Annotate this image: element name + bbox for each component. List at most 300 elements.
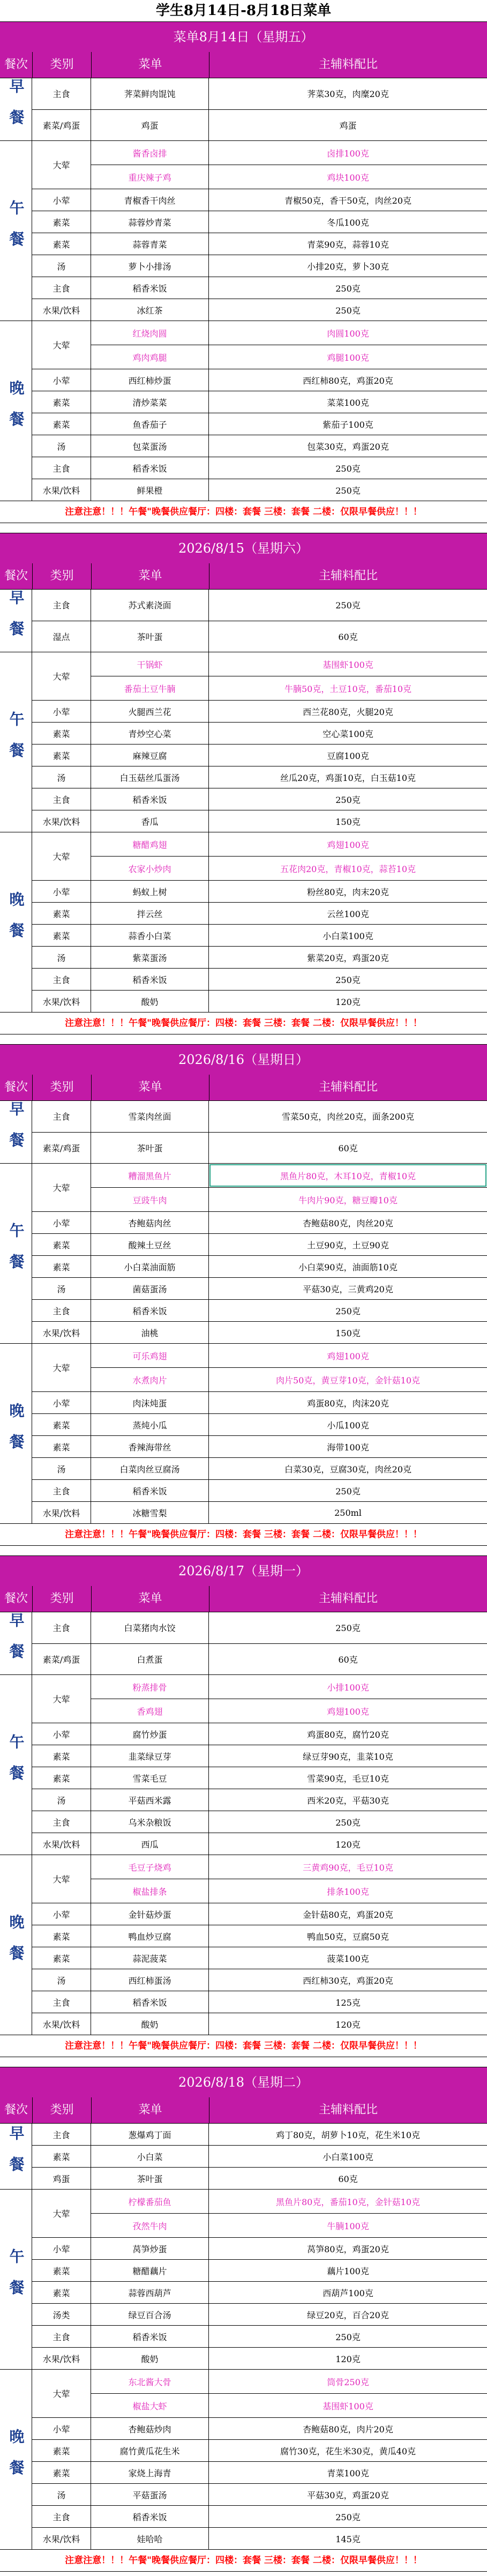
canteen-notice: 注意注意！！！午餐"晚餐供应餐厅：四楼：套餐 三楼：套餐 二楼：仅限早餐供应！！！ [0, 2035, 487, 2057]
category-cell: 素菜 [32, 1925, 91, 1947]
ingredients-cell: 250克 [335, 794, 361, 805]
page-title: 学生8月14日-8月18日菜单 [0, 0, 487, 21]
breakfast-rows [32, 590, 487, 652]
header-dish: 菜单 [91, 1586, 209, 1612]
dish-cell: 酸奶 [91, 2013, 209, 2035]
dish-cell: 腐竹黄瓜花生米 [91, 2440, 209, 2461]
dish-cell: 杏鲍菇肉丝 [91, 1212, 209, 1233]
menu-row [91, 1188, 487, 1211]
big-meat-group [32, 2370, 487, 2418]
day-gap [0, 1546, 487, 1555]
dish-cell: 稻香米饭 [91, 457, 209, 479]
category-cell: 水果/饮料 [32, 1833, 91, 1855]
ingredients-cell: 小白菜100克 [323, 2151, 373, 2162]
dish-cell: 酸辣土豆丝 [91, 1234, 209, 1255]
big-meat-group [32, 832, 487, 881]
menu-row [91, 832, 487, 857]
dish-cell: 荠菜鲜肉馄饨 [91, 78, 209, 109]
big-meat-items [91, 321, 487, 369]
ingredients-cell: 土豆90克，土豆90克 [307, 1240, 389, 1250]
dish-cell: 小白菜 [91, 2146, 209, 2167]
menu-row [32, 1212, 487, 1234]
category-cell: 汤 [32, 1969, 91, 1991]
category-cell: 小荤 [32, 2238, 91, 2259]
big-meat-group [32, 1164, 487, 1212]
lunch-block [0, 1674, 487, 1855]
dish-cell: 莴笋炒蛋 [91, 2238, 209, 2259]
ingredients-cell: 60克 [338, 631, 358, 642]
ingredients-cell: 鸭血50克，豆腐50克 [307, 1931, 389, 1942]
category-cell: 大荤 [32, 2190, 91, 2237]
lunch-rows [32, 652, 487, 832]
ingredients-cell: 肉片50克，黄豆芽10克，金针菇10克 [275, 1375, 421, 1386]
ingredients-cell: 西米20克，平菇30克 [307, 1795, 389, 1806]
breakfast-block [0, 2123, 487, 2189]
menu-row [32, 991, 487, 1012]
dish-cell: 白菜猪肉水饺 [91, 1612, 209, 1643]
dish-cell: 油桃 [91, 1322, 209, 1343]
lunch-rows [32, 141, 487, 321]
category-cell: 素菜 [32, 233, 91, 255]
category-cell: 主食 [32, 78, 91, 109]
ingredients-cell: 云丝100克 [327, 909, 369, 919]
ingredients-cell: 西葫芦100克 [323, 2288, 373, 2298]
ingredients-cell: 绿豆芽90克，韭菜10克 [303, 1751, 393, 1762]
day-gap [0, 1034, 487, 1044]
day-section [0, 21, 487, 523]
ingredients-cell: 小瓜100克 [327, 1420, 369, 1431]
category-cell: 大荤 [32, 1164, 91, 1211]
category-cell: 主食 [32, 788, 91, 810]
ingredients-cell: 250克 [335, 2332, 361, 2342]
menu-row [32, 1767, 487, 1789]
category-cell: 湿点 [32, 621, 91, 652]
dinner-rows [32, 2370, 487, 2549]
meal-label-breakfast: 早餐 [0, 2124, 32, 2189]
ingredients-cell: 基围虾100克 [323, 2401, 373, 2411]
menu-row [32, 925, 487, 947]
category-cell: 主食 [32, 969, 91, 990]
menu-row [32, 766, 487, 788]
dish-cell: 白煮蛋 [91, 1644, 209, 1675]
big-meat-items [91, 832, 487, 880]
category-cell: 素菜 [32, 925, 91, 946]
menu-row [32, 457, 487, 479]
category-cell: 小荤 [32, 701, 91, 722]
dish-cell: 番茄土豆牛腩 [91, 676, 209, 700]
ingredients-cell: 平菇30克，鸡蛋20克 [307, 2490, 389, 2500]
ingredients-cell: 鸡翅100克 [327, 839, 369, 850]
category-cell: 大荤 [32, 832, 91, 880]
ingredients-cell: 莴笋80克，鸡蛋20克 [307, 2244, 389, 2254]
meal-label-lunch: 午餐 [0, 1675, 32, 1855]
dish-cell: 重庆辣子鸡 [91, 165, 209, 189]
menu-row [32, 1256, 487, 1278]
ingredients-cell: 250克 [335, 1817, 361, 1828]
day-section [0, 1555, 487, 2057]
dish-cell: 糖醋鸡翅 [91, 832, 209, 856]
breakfast-rows [32, 1612, 487, 1674]
header-ingredients: 主辅料配比 [209, 1075, 487, 1100]
menu-row [32, 881, 487, 903]
dinner-block [0, 1855, 487, 2035]
dish-cell: 蚂蚁上树 [91, 881, 209, 902]
day-section [0, 533, 487, 1034]
menu-row [32, 1133, 487, 1164]
category-cell: 汤 [32, 435, 91, 457]
category-cell: 素菜 [32, 1947, 91, 1969]
ingredients-cell: 250克 [335, 463, 361, 474]
dish-cell: 金针菇炒蛋 [91, 1903, 209, 1925]
big-meat-items [91, 141, 487, 189]
dish-cell: 红烧肉圆 [91, 321, 209, 345]
ingredients-cell: 腐竹30克，花生米30克，黄瓜40克 [280, 2446, 416, 2456]
lunch-block [0, 140, 487, 321]
category-cell: 素菜 [32, 2282, 91, 2303]
dish-cell: 香瓜 [91, 810, 209, 832]
menu-row [91, 1879, 487, 1903]
ingredients-cell: 250克 [335, 283, 361, 294]
dish-cell: 拌云丝 [91, 903, 209, 924]
ingredients-cell: 鸡蛋 [339, 120, 357, 131]
dish-cell: 青椒香干肉丝 [91, 189, 209, 211]
day-heading: 2026/8/15（星期六） [0, 533, 487, 563]
dish-cell: 蒜蓉青菜 [91, 233, 209, 255]
header-dish: 菜单 [91, 52, 209, 78]
ingredients-cell: 雪菜90克，毛豆10克 [307, 1773, 389, 1784]
menu-row [91, 2370, 487, 2394]
day-gap [0, 523, 487, 533]
category-cell: 汤 [32, 947, 91, 968]
lunch-rows [32, 2190, 487, 2369]
category-cell: 小荤 [32, 1212, 91, 1233]
header-ingredients: 主辅料配比 [209, 1586, 487, 1612]
category-cell: 大荤 [32, 652, 91, 700]
dish-cell: 菌菇蛋汤 [91, 1278, 209, 1299]
category-cell: 鸡蛋 [32, 2168, 91, 2189]
meal-label-dinner: 晚餐 [0, 1344, 32, 1523]
menu-row [32, 1414, 487, 1436]
menu-row [32, 1903, 487, 1925]
dish-cell: 紫菜蛋汤 [91, 947, 209, 968]
dish-cell: 麻辣豆腐 [91, 744, 209, 766]
category-cell: 主食 [32, 2506, 91, 2527]
menu-row [32, 1392, 487, 1414]
dish-cell: 乌米杂粮饭 [91, 1811, 209, 1833]
dish-cell: 茶叶蛋 [91, 1133, 209, 1164]
big-meat-group [32, 321, 487, 369]
category-cell: 素菜 [32, 413, 91, 435]
menu-row [32, 1436, 487, 1458]
ingredients-cell: 鸡丁80克，胡萝卜10克，花生米10克 [275, 2130, 421, 2140]
dish-cell: 火腿西兰花 [91, 701, 209, 722]
ingredients-cell: 丝瓜20克，鸡蛋10克，白玉菇10克 [280, 772, 416, 783]
menu-row [91, 1368, 487, 1391]
dish-cell: 肉沫炖蛋 [91, 1392, 209, 1413]
dish-cell: 白玉菇丝瓜蛋汤 [91, 766, 209, 788]
header-ingredients: 主辅料配比 [209, 52, 487, 78]
ingredients-cell: 60克 [338, 2173, 358, 2184]
category-cell: 主食 [32, 2326, 91, 2347]
menu-row [32, 2326, 487, 2348]
menu-row [91, 321, 487, 345]
category-cell: 汤 [32, 1278, 91, 1299]
menu-row [32, 479, 487, 501]
ingredients-cell: 125克 [335, 1997, 361, 2008]
menu-row [32, 1991, 487, 2013]
meal-label-dinner: 晚餐 [0, 321, 32, 501]
category-cell: 大荤 [32, 2370, 91, 2417]
menu-row [91, 2190, 487, 2214]
column-header [0, 563, 487, 589]
ingredients-cell: 250克 [335, 485, 361, 496]
ingredients-cell: 120克 [335, 2019, 361, 2030]
dish-cell: 包菜蛋汤 [91, 435, 209, 457]
menu-row [91, 345, 487, 369]
category-cell: 小荤 [32, 1723, 91, 1745]
dish-cell: 可乐鸡翅 [91, 1344, 209, 1367]
ingredients-cell: 120克 [335, 1839, 361, 1850]
category-cell: 水果/饮料 [32, 2013, 91, 2035]
menu-row [32, 2146, 487, 2168]
category-cell: 汤 [32, 1458, 91, 1479]
category-cell: 水果/饮料 [32, 299, 91, 321]
ingredients-cell: 金针菇80克，鸡蛋20克 [303, 1909, 393, 1920]
category-cell: 素菜 [32, 1767, 91, 1789]
ingredients-cell: 小排20克，萝卜30克 [307, 261, 389, 272]
category-cell: 素菜 [32, 211, 91, 233]
dish-cell: 水煮肉片 [91, 1368, 209, 1391]
menu-row [32, 810, 487, 832]
menu-row [32, 1278, 487, 1300]
menu-row [91, 141, 487, 165]
dish-cell: 冰红茶 [91, 299, 209, 321]
menu-row [91, 1675, 487, 1699]
dish-cell: 蒜香小白菜 [91, 925, 209, 946]
category-cell: 主食 [32, 1991, 91, 2013]
category-cell: 素菜 [32, 2440, 91, 2461]
header-meal: 餐次 [4, 569, 28, 583]
menu-row [32, 2260, 487, 2282]
menu-row [32, 2304, 487, 2326]
day-heading: 菜单8月14日（星期五） [0, 21, 487, 52]
menu-row [32, 2418, 487, 2440]
category-cell: 大荤 [32, 1855, 91, 1903]
category-cell: 水果/饮料 [32, 1322, 91, 1343]
menu-row [32, 1322, 487, 1343]
meal-label-breakfast: 早餐 [0, 1101, 32, 1163]
menu-row [32, 947, 487, 969]
ingredients-cell: 冬瓜100克 [327, 217, 369, 228]
menu-row [91, 1699, 487, 1723]
dish-cell: 稻香米饭 [91, 277, 209, 299]
meal-label-breakfast: 早餐 [0, 590, 32, 652]
dinner-block [0, 2369, 487, 2549]
menu-row [32, 2124, 487, 2146]
big-meat-items [91, 2190, 487, 2237]
menu-row [32, 2440, 487, 2462]
lunch-rows [32, 1675, 487, 1855]
category-cell: 水果/饮料 [32, 991, 91, 1012]
ingredients-cell: 平菇30克，三黄鸡20克 [303, 1284, 393, 1294]
ingredients-cell: 空心菜100克 [323, 728, 373, 739]
category-cell: 水果/饮料 [32, 1502, 91, 1523]
category-cell: 小荤 [32, 2418, 91, 2439]
category-cell: 大荤 [32, 1675, 91, 1723]
ingredients-cell: 青菜90克，蒜蓉10克 [307, 239, 389, 250]
category-cell: 水果/饮料 [32, 2348, 91, 2369]
dish-cell: 家烧上海青 [91, 2462, 209, 2483]
category-cell: 大荤 [32, 1344, 91, 1391]
big-meat-group [32, 652, 487, 701]
ingredients-cell: 鸡腿100克 [327, 352, 369, 363]
ingredients-cell: 250克 [335, 1486, 361, 1497]
ingredients-cell: 西兰花80克，火腿20克 [303, 706, 393, 717]
category-cell: 主食 [32, 2124, 91, 2145]
menu-row [32, 435, 487, 457]
meal-label-dinner: 晚餐 [0, 832, 32, 1012]
menu-row [32, 2168, 487, 2189]
ingredients-cell: 西红柿80克，鸡蛋20克 [303, 375, 393, 386]
canteen-notice: 注意注意！！！午餐"晚餐供应餐厅：四楼：套餐 三楼：套餐 二楼：仅限早餐供应！！！ [0, 501, 487, 523]
big-meat-group [32, 1344, 487, 1392]
menu-row [32, 299, 487, 321]
big-meat-group [32, 1855, 487, 1903]
dish-cell: 香辣海带丝 [91, 1436, 209, 1457]
breakfast-rows [32, 1101, 487, 1163]
dish-cell: 稻香米饭 [91, 969, 209, 990]
category-cell: 素菜 [32, 1436, 91, 1457]
menu-row [32, 391, 487, 413]
ingredients-cell: 150克 [335, 816, 361, 827]
ingredients-cell: 豆腐100克 [327, 750, 369, 761]
ingredients-cell: 基围虾100克 [323, 659, 373, 670]
menu-row [32, 744, 487, 766]
ingredients-cell: 牛肉片90克，糖豆瓣10克 [298, 1195, 398, 1205]
ingredients-cell: 250克 [335, 974, 361, 985]
ingredients-cell: 鸡蛋80克，肉沫20克 [307, 1398, 389, 1409]
category-cell: 汤类 [32, 2304, 91, 2325]
ingredients-cell: 紫菜20克，鸡蛋20克 [307, 952, 389, 963]
menu-row [32, 1745, 487, 1767]
header-category: 类别 [32, 563, 91, 589]
meal-label-dinner: 晚餐 [0, 1855, 32, 2035]
dish-cell: 韭菜绿豆芽 [91, 1745, 209, 1767]
dish-cell: 稻香米饭 [91, 2506, 209, 2527]
ingredients-cell: 藕片100克 [327, 2266, 369, 2276]
category-cell: 素菜 [32, 1414, 91, 1435]
dish-cell: 杏鲍菇炒肉 [91, 2418, 209, 2439]
menu-row [32, 2348, 487, 2369]
category-cell: 小荤 [32, 369, 91, 391]
category-cell: 主食 [32, 1101, 91, 1132]
header-meal: 餐次 [4, 1081, 28, 1094]
category-cell: 大荤 [32, 321, 91, 369]
dish-cell: 蒜泥菠菜 [91, 1947, 209, 1969]
ingredients-cell: 筒骨250克 [327, 2377, 369, 2387]
big-meat-items [91, 2370, 487, 2417]
menu-row [32, 2013, 487, 2035]
menu-row [32, 1502, 487, 1523]
dish-cell: 雪菜肉丝面 [91, 1101, 209, 1132]
menu-row [91, 857, 487, 880]
breakfast-block [0, 1612, 487, 1674]
big-meat-items [91, 1675, 487, 1723]
dish-cell: 稻香米饭 [91, 1300, 209, 1321]
ingredients-cell: 肉圆100克 [327, 328, 369, 339]
menu-row [32, 1947, 487, 1969]
ingredients-cell: 250克 [335, 305, 361, 316]
menu-row [32, 1101, 487, 1133]
ingredients-cell: 250克 [335, 1306, 361, 1316]
dish-cell: 蒜蓉西葫芦 [91, 2282, 209, 2303]
category-cell: 主食 [32, 1612, 91, 1643]
header-meal: 餐次 [4, 58, 28, 71]
menu-row [91, 1164, 487, 1188]
ingredients-cell: 粉丝80克，肉末20克 [307, 887, 389, 897]
menu-row [32, 189, 487, 211]
dish-cell: 鸡蛋 [91, 110, 209, 141]
dish-cell: 蒜蓉炒青菜 [91, 211, 209, 233]
menu-row [32, 369, 487, 391]
dish-cell: 鸭血炒豆腐 [91, 1925, 209, 1947]
header-ingredients: 主辅料配比 [209, 2097, 487, 2123]
ingredients-cell: 紫茄子100克 [323, 419, 373, 430]
dish-cell: 椒盐排条 [91, 1879, 209, 1903]
menu-row [32, 1458, 487, 1480]
ingredients-cell: 60克 [338, 1654, 358, 1665]
breakfast-block [0, 78, 487, 140]
ingredients-cell: 牛腩50克，土豆10克，番茄10克 [284, 683, 412, 694]
menu-row [32, 2238, 487, 2260]
ingredients-cell: 白菜30克，豆腐30克，肉丝20克 [284, 1464, 412, 1475]
dish-cell: 葱爆鸡丁面 [91, 2124, 209, 2145]
dish-cell: 鸡肉鸡腿 [91, 345, 209, 369]
dish-cell: 清炒菜菜 [91, 391, 209, 413]
category-cell: 汤 [32, 255, 91, 277]
canteen-notice: 注意注意！！！午餐"晚餐供应餐厅：四楼：套餐 三楼：套餐 二楼：仅限早餐供应！！！ [0, 1523, 487, 1546]
category-cell: 主食 [32, 1811, 91, 1833]
menu-row [32, 1612, 487, 1644]
header-category: 类别 [32, 2097, 91, 2123]
menu-row [32, 723, 487, 744]
category-cell: 素菜 [32, 2462, 91, 2483]
category-cell: 素菜/鸡蛋 [32, 1133, 91, 1164]
category-cell: 素菜/鸡蛋 [32, 110, 91, 141]
dish-cell: 农家小炒肉 [91, 857, 209, 880]
category-cell: 素菜 [32, 1256, 91, 1277]
ingredients-cell: 菠菜100克 [327, 1953, 369, 1964]
category-cell: 素菜 [32, 1234, 91, 1255]
dish-cell: 柠檬番茄鱼 [91, 2190, 209, 2213]
meal-label-lunch: 午餐 [0, 141, 32, 321]
dish-cell: 萝卜小排汤 [91, 255, 209, 277]
dish-cell: 椒盐大虾 [91, 2394, 209, 2417]
menu-row [32, 78, 487, 110]
menu-row [32, 701, 487, 723]
menu-row [32, 903, 487, 925]
dish-cell: 稻香米饭 [91, 788, 209, 810]
dinner-rows [32, 321, 487, 501]
menu-row [32, 2506, 487, 2528]
ingredients-cell: 牛腩100克 [327, 2221, 369, 2231]
ingredients-cell: 青椒50克，香干50克，肉丝20克 [284, 195, 412, 206]
dish-cell: 粉蒸排骨 [91, 1675, 209, 1699]
big-meat-group [32, 141, 487, 189]
menu-row [32, 211, 487, 233]
ingredients-cell: 250克 [335, 600, 361, 611]
menu-row [32, 1480, 487, 1502]
